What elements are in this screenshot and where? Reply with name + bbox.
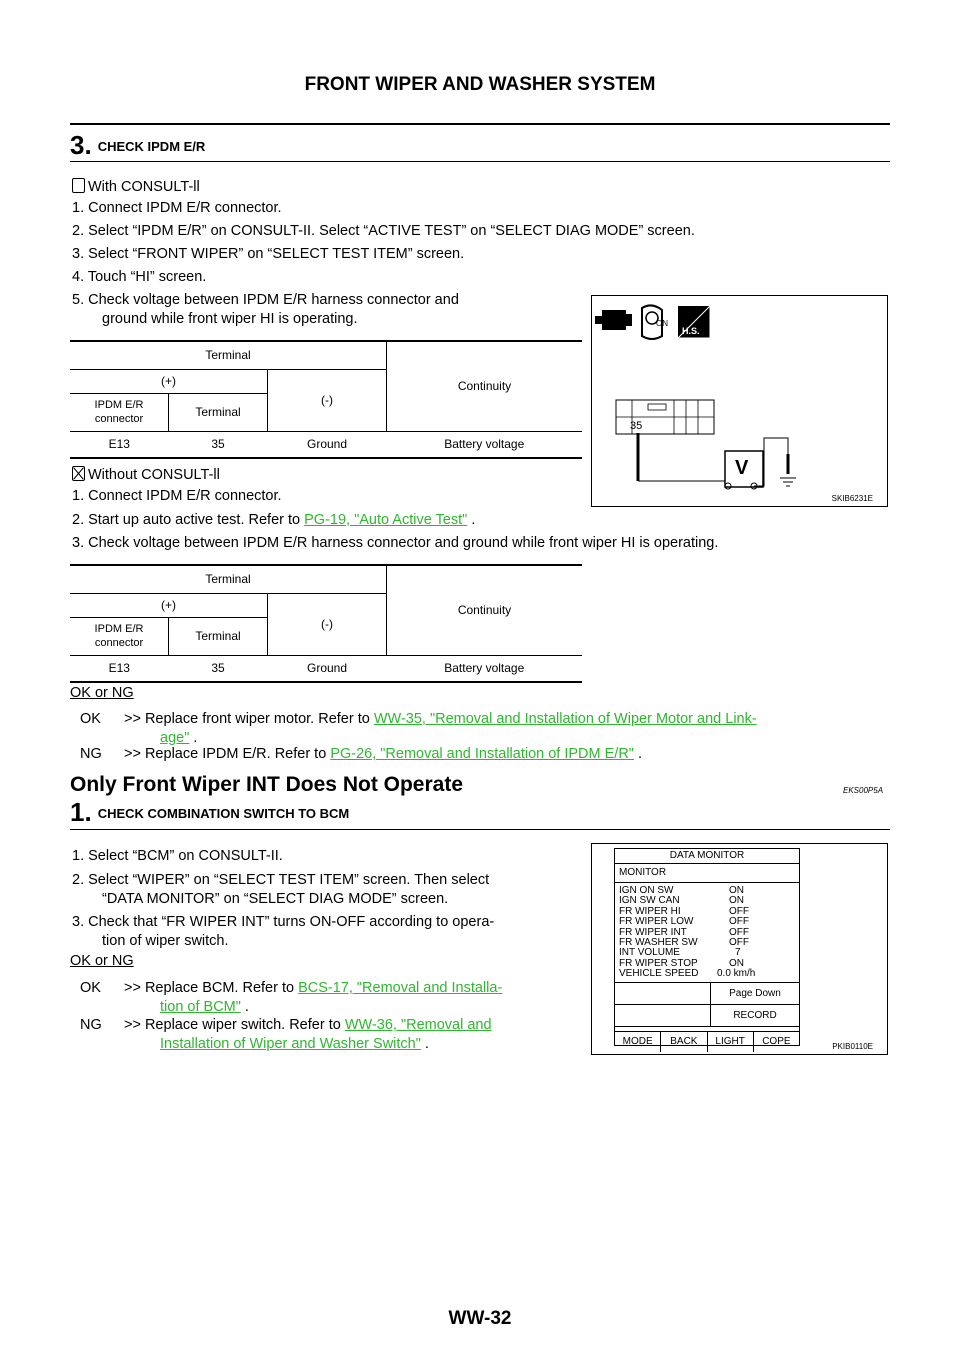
table-header: Terminal	[70, 341, 387, 369]
ref-link-pg26[interactable]: PG-26, "Removal and Installation of IPDM E/R"	[330, 746, 634, 762]
table-row	[70, 655, 582, 682]
table-header: (+)	[70, 369, 268, 393]
step-title: CHECK IPDM E/R	[97, 139, 206, 154]
result-ok: >> Replace BCM. Refer to BCS-17, "Removal and Installa- tion of BCM" .	[124, 980, 503, 1015]
monitor-row: INT VOLUME 7	[619, 947, 741, 959]
result-ng-label: NG	[80, 1017, 102, 1033]
step-number: 3.	[70, 130, 92, 160]
monitor-title: DATA MONITOR	[615, 849, 799, 864]
list-item: 2. Start up auto active test. Refer to PG-19, "Auto Active Test" .	[72, 512, 476, 528]
monitor-row: FR WIPER LOW OFF	[619, 916, 749, 928]
page-number: WW-32	[448, 1308, 512, 1329]
result-ng: >> Replace IPDM E/R. Refer to PG-26, "Removal and Installation of IPDM E/R" .	[124, 746, 643, 762]
result-ok: >> Replace front wiper motor. Refer to WW-35, "Removal and Installation of Wiper Motor and Link- age" .	[124, 711, 757, 746]
section-title: Only Front Wiper INT Does Not Operate	[70, 773, 464, 796]
list-item-cont: “DATA MONITOR” on “SELECT DIAG MODE” screen.	[102, 891, 449, 907]
back-button[interactable]: BACK	[661, 1032, 707, 1052]
harness-side-label: H.S.	[682, 326, 700, 336]
table-cell: Ground	[306, 437, 348, 452]
ref-link-ww35-cont[interactable]: age"	[160, 730, 190, 746]
result-ok-label: OK	[80, 980, 101, 996]
table-cell: E13	[108, 661, 130, 676]
result-ng-label: NG	[80, 746, 102, 762]
result-ok-label: OK	[80, 711, 101, 727]
ref-link-pg19[interactable]: PG-19, "Auto Active Test"	[304, 512, 468, 528]
section-code: EKS00P5A	[843, 786, 884, 795]
step-rule	[70, 161, 890, 162]
page-down-button[interactable]: Page Down	[710, 983, 799, 1004]
table-row	[70, 431, 582, 458]
table-cell: Battery voltage	[444, 437, 525, 452]
harness-connector-figure	[591, 295, 888, 507]
table-cell: 35	[211, 661, 225, 676]
monitor-row: IGN SW CAN ON	[619, 895, 744, 907]
pin-number: 35	[630, 420, 643, 432]
list-item: 3. Check that “FR WIPER INT” turns ON-OFF according to opera-	[72, 914, 495, 930]
monitor-row: FR WIPER INT OFF	[619, 926, 749, 938]
list-item-cont: tion of wiper switch.	[102, 933, 229, 949]
table-header: Continuity	[387, 565, 583, 655]
ignition-on-label: ON	[656, 319, 668, 328]
no-consult-icon	[72, 466, 85, 481]
table-header: (+)	[70, 593, 268, 617]
monitor-row: IGN ON SW ON	[619, 885, 744, 896]
voltage-check-diagram	[592, 296, 887, 506]
table-header: IPDM E/R connector	[70, 617, 169, 655]
table-cell: 35	[211, 437, 225, 452]
monitor-subtitle: MONITOR	[615, 864, 799, 883]
table-cell: Battery voltage	[444, 661, 525, 676]
table-cell: E13	[108, 437, 130, 452]
figure-id: PKIB0110E	[832, 1042, 873, 1051]
step-title: CHECK COMBINATION SWITCH TO BCM	[97, 806, 350, 821]
consult-icon	[72, 178, 85, 193]
list-item: 1. Connect IPDM E/R connector.	[72, 488, 282, 504]
voltmeter-label: V	[735, 457, 749, 479]
title-rule	[70, 123, 890, 125]
table-header: Terminal	[169, 393, 268, 431]
list-item: ground while front wiper HI is operating.	[102, 311, 358, 327]
voltage-table	[70, 340, 582, 459]
list-item: 2. Select “WIPER” on “SELECT TEST ITEM” screen. Then select	[72, 872, 490, 888]
list-item: 3. Select “FRONT WIPER” on “SELECT TEST ITEM” screen.	[72, 246, 465, 262]
light-button[interactable]: LIGHT	[708, 1032, 754, 1052]
monitor-row: VEHICLE SPEED 0.0 km/h	[619, 968, 756, 980]
copy-button[interactable]: COPE	[762, 1036, 791, 1047]
consult-screen	[614, 848, 800, 1046]
table-header: IPDM E/R connector	[70, 393, 169, 431]
table-header: Continuity	[387, 341, 583, 431]
ok-ng-label: OK or NG	[70, 685, 134, 701]
table-cell: Ground	[306, 661, 348, 676]
monitor-button-bar	[615, 1031, 799, 1052]
list-item: 5. Check voltage between IPDM E/R harness connector and	[72, 292, 459, 308]
table-header: Terminal	[169, 617, 268, 655]
voltage-table-2	[70, 564, 582, 683]
ref-link-ww36[interactable]: WW-36, "Removal and	[344, 1017, 492, 1033]
mode-button[interactable]: MODE	[615, 1032, 661, 1052]
step-heading	[70, 130, 205, 161]
monitor-row: FR WIPER STOP ON	[619, 957, 744, 969]
table-header: Terminal	[70, 565, 387, 593]
monitor-row: FR WASHER SW OFF	[619, 937, 749, 949]
list-item: 1. Select “BCM” on CONSULT-II.	[72, 848, 283, 864]
record-button[interactable]: RECORD	[710, 1005, 799, 1026]
step-number: 1.	[70, 797, 92, 827]
list-item: 3. Check voltage between IPDM E/R harness connector and ground while front wiper HI is operating.	[72, 535, 719, 551]
result-ng: >> Replace wiper switch. Refer to WW-36, "Removal and Installation of Wiper and Washer Switch" .	[124, 1017, 492, 1052]
table-header: (-)	[268, 593, 387, 655]
ref-link-ww36-cont[interactable]: Installation of Wiper and Washer Switch"	[160, 1036, 421, 1052]
page-title: FRONT WIPER AND WASHER SYSTEM	[304, 74, 656, 95]
with-consult-label: With CONSULT-ll	[72, 178, 200, 197]
list-item: 1. Connect IPDM E/R connector.	[72, 200, 282, 216]
monitor-row: FR WIPER HI OFF	[619, 905, 749, 917]
ref-link-bcs17-cont[interactable]: tion of BCM"	[160, 999, 241, 1015]
list-item: 2. Select “IPDM E/R” on CONSULT-II. Select “ACTIVE TEST” on “SELECT DIAG MODE” screen.	[72, 223, 695, 239]
ref-link-ww35[interactable]: WW-35, "Removal and Installation of Wiper Motor and Link-	[373, 711, 757, 727]
list-item: 4. Touch “HI” screen.	[72, 269, 207, 285]
table-header: (-)	[268, 369, 387, 431]
step-heading	[70, 797, 349, 828]
step-rule	[70, 829, 890, 830]
figure-id: SKIB6231E	[831, 494, 873, 503]
data-monitor-figure	[591, 843, 888, 1055]
ref-link-bcs17[interactable]: BCS-17, "Removal and Installa-	[298, 980, 503, 996]
monitor-list	[615, 883, 799, 983]
without-consult-label: Without CONSULT-ll	[72, 466, 220, 485]
ok-ng-label: OK or NG	[70, 953, 134, 969]
